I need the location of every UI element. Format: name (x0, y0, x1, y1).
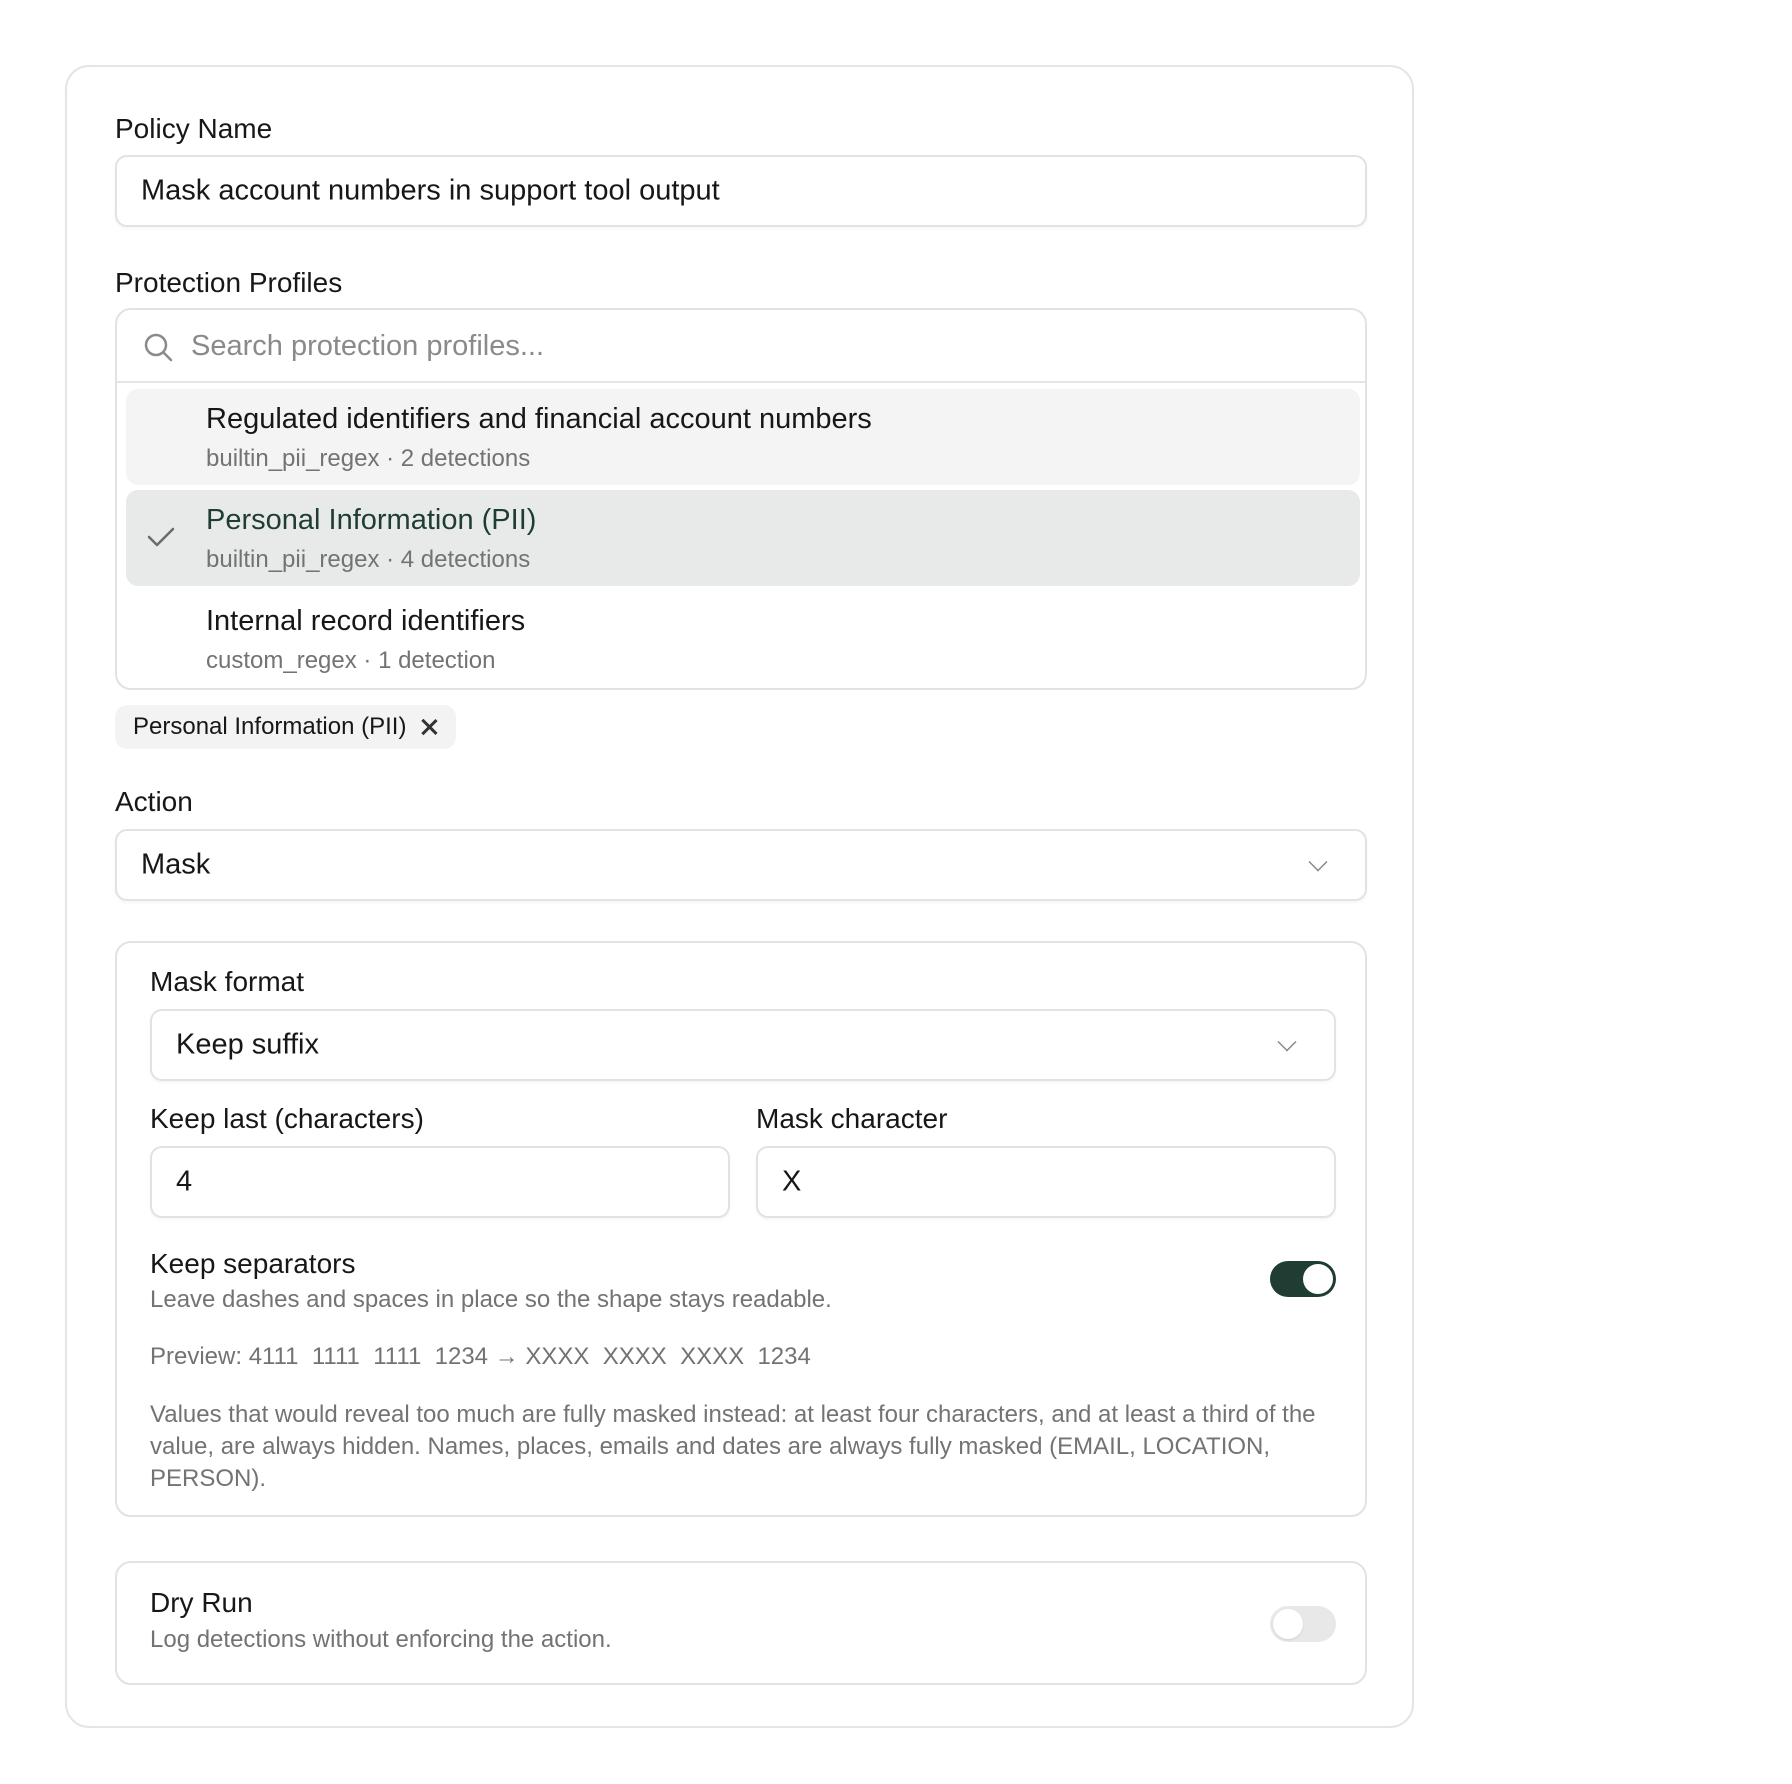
policy-name-value: Mask account numbers in support tool output (141, 174, 720, 207)
profile-option-internal-record-identifiers[interactable] (126, 591, 1360, 687)
chevron-down-icon (1277, 1032, 1296, 1051)
mask-character-value: X (782, 1165, 802, 1198)
keep-last-label: Keep last (characters) (150, 1103, 424, 1134)
dry-run-description: Log detections without enforcing the action. (150, 1626, 612, 1653)
keep-last-value: 4 (176, 1165, 193, 1198)
mask-character-input[interactable] (756, 1146, 1336, 1218)
close-icon[interactable] (420, 718, 438, 736)
profile-option-title: Regulated identifiers and financial account numbers (206, 403, 872, 435)
action-label: Action (115, 786, 193, 817)
mask-preview: Preview: 4111 1111 1111 1234 → XXXX XXXX XXXX 1234 (150, 1343, 811, 1370)
profile-option-subtitle: builtin_pii_regex · 4 detections (206, 546, 531, 573)
mask-format-select[interactable] (150, 1009, 1336, 1081)
action-value: Mask (141, 848, 211, 881)
mask-settings-section (115, 941, 1367, 1517)
selected-profile-chip-label: Personal Information (PII) (133, 713, 407, 740)
profile-search-input[interactable] (191, 324, 1291, 368)
action-select[interactable] (115, 829, 1367, 901)
search-icon (143, 332, 173, 362)
protection-profiles-label: Protection Profiles (115, 267, 343, 298)
policy-name-label: Policy Name (115, 113, 273, 144)
protection-profiles-combobox (115, 308, 1367, 690)
profile-option-subtitle: builtin_pii_regex · 2 detections (206, 445, 531, 472)
dry-run-toggle[interactable] (1270, 1606, 1336, 1642)
profile-option-subtitle: custom_regex · 1 detection (206, 647, 496, 674)
keep-last-input[interactable] (150, 1146, 730, 1218)
mask-character-label: Mask character (756, 1103, 948, 1134)
chevron-down-icon (1308, 852, 1327, 871)
profile-option-title: Internal record identifiers (206, 605, 526, 637)
dry-run-label: Dry Run (150, 1587, 253, 1618)
toggle-knob (1273, 1609, 1303, 1639)
policy-name-input[interactable] (115, 155, 1367, 227)
dry-run-section (115, 1561, 1367, 1685)
profile-option-title: Personal Information (PII) (206, 504, 537, 536)
toggle-knob (1303, 1264, 1333, 1294)
profile-option-pii[interactable] (126, 490, 1360, 586)
mask-rules-note: Values that would reveal too much are fully masked instead: at least four characters, and at least a third of the value, are always hidden. Names, places, emails and dates are always fully masked (EMAIL, LOCATION, PERSON). (150, 1401, 1316, 1492)
keep-separators-description: Leave dashes and spaces in place so the shape stays readable. (150, 1286, 832, 1313)
profile-search-row (117, 310, 1365, 383)
keep-separators-label: Keep separators (150, 1248, 356, 1279)
mask-format-value: Keep suffix (176, 1028, 319, 1061)
keep-separators-toggle[interactable] (1270, 1261, 1336, 1297)
selected-profile-chip (115, 705, 456, 749)
mask-format-label: Mask format (150, 966, 305, 997)
check-icon (146, 524, 176, 550)
profile-option-regulated-identifiers[interactable] (126, 389, 1360, 485)
